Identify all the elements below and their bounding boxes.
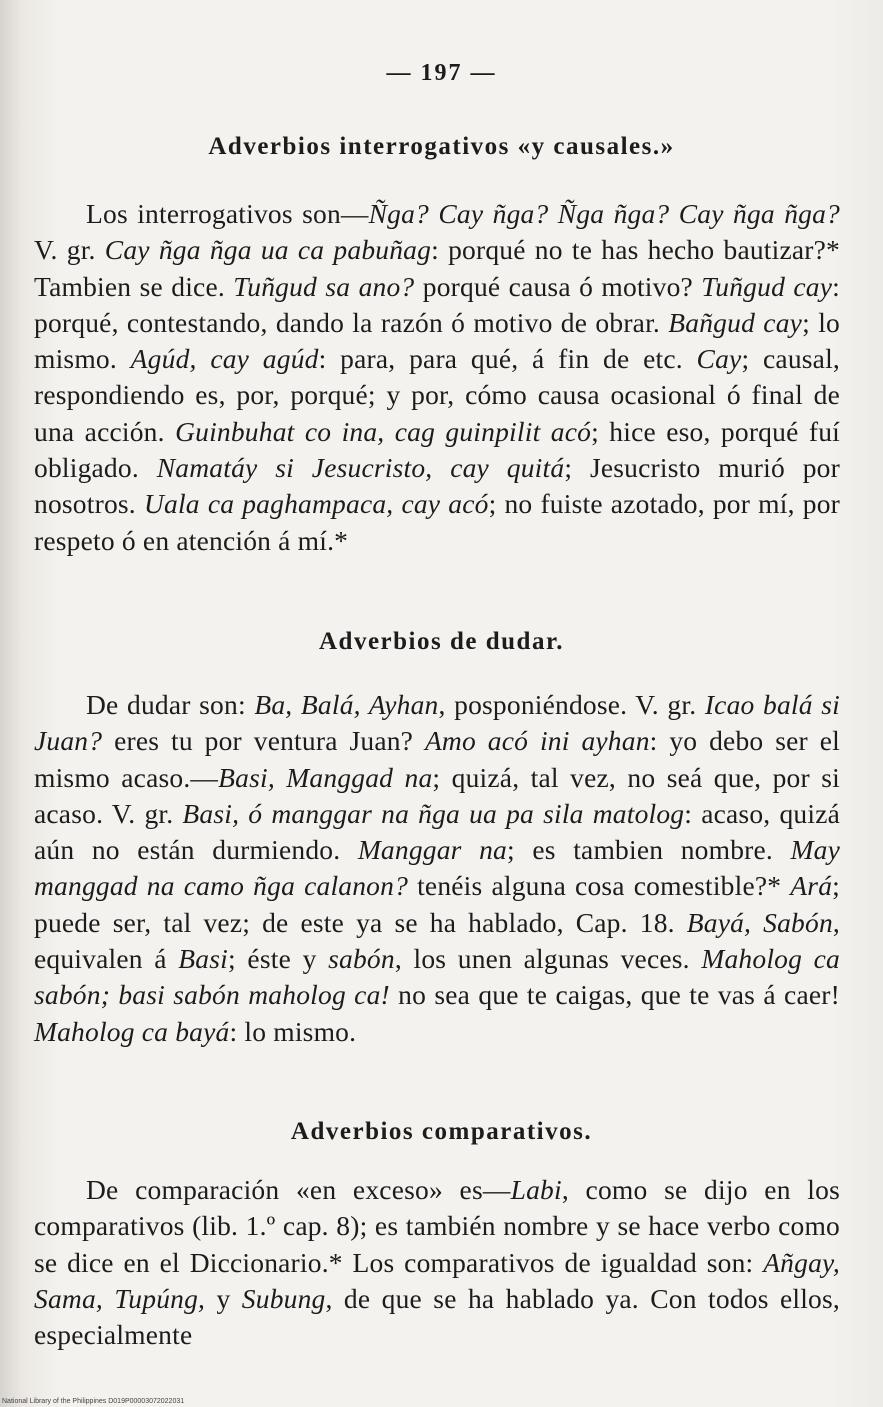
text-run: no sea que te caigas, que te vas á caer!	[389, 979, 840, 1011]
text-run: , los unen algunas veces.	[394, 943, 702, 975]
text-run: V. gr.	[34, 234, 105, 266]
italic-text-run: Bayá, Sabón	[686, 906, 833, 938]
italic-text-run: Ba, Balá, Ayhan	[254, 689, 439, 720]
text-run: porqué causa ó motivo?	[414, 270, 702, 302]
italic-text-run: Cay ñga ñga ua ca pabuñag	[104, 234, 432, 266]
italic-text-run: Amo acó ini ayhan	[424, 725, 650, 757]
library-footer: National Library of the Philippines D019P00003072022031	[2, 1398, 185, 1405]
italic-text-run: Icao balá si Juan?	[34, 689, 841, 757]
text-run: : porqué, contestando, dando la razón ó motivo de obrar.	[34, 270, 840, 338]
page-number: — 197 —	[386, 60, 497, 86]
text-run: De dudar son:	[86, 689, 255, 720]
section-heading-dudar: Adverbios de dudar.	[319, 628, 564, 655]
text-run: Los interrogativos son—	[86, 198, 369, 229]
text-run: : para, para qué, á fin de etc.	[318, 343, 697, 375]
text-run: tenéis alguna cosa comestible?*	[408, 870, 791, 902]
text-run: ; puede ser, tal vez; de este ya se ha hablado, Cap. 18.	[34, 870, 840, 938]
italic-text-run: Guinbuhat co ina, cag guinpilit acó	[175, 415, 592, 447]
text-run: y	[205, 1282, 242, 1314]
paragraph-interrogativos	[34, 196, 840, 559]
italic-text-run: May manggad na camo ñga calanon?	[34, 834, 840, 902]
text-run: De comparación «en exceso» es—	[86, 1174, 511, 1205]
italic-text-run: Basi, Manggad na	[218, 761, 433, 793]
text-run: : porqué no te has hecho bautizar?* Tambien se dice.	[34, 234, 840, 302]
text-run: ; quizá, tal vez, no seá que, por si acaso. V. gr.	[34, 761, 840, 829]
italic-text-run: Agúd, cay agúd	[130, 343, 319, 375]
text-run: : acaso, quizá aún no están durmiendo.	[34, 797, 841, 866]
text-run: : yo debo ser el mismo acaso.—	[34, 725, 840, 793]
text-run: : lo mismo.	[229, 1015, 357, 1047]
italic-text-run: Maholog ca sabón; basi sabón maholog ca!	[34, 943, 841, 1011]
italic-text-run: Basi, ó manggar na ñga ua pa sila matolog	[182, 797, 685, 829]
text-run: eres tu por ventura Juan?	[102, 725, 425, 757]
text-run: ; lo mismo.	[34, 306, 840, 375]
italic-text-run: Basi	[178, 943, 228, 975]
text-run: ; hice eso, porqué fuí obligado.	[34, 415, 840, 484]
text-run: ; no fuiste azotado, por mí, por respeto ó en atención á mí.*	[34, 488, 841, 556]
italic-text-run: Manggar na	[357, 834, 508, 866]
italic-text-run: Ñga? Cay ñga? Ñga ñga? Cay ñga ñga?	[368, 198, 840, 229]
italic-text-run: Bañgud cay	[668, 306, 803, 338]
italic-text-run: sabón	[328, 943, 395, 975]
text-run: , posponiéndose. V. gr.	[438, 689, 705, 720]
section-heading-interrogativos: Adverbios interrogativos «y causales.»	[208, 133, 675, 160]
italic-text-run: Namatáy si Jesucristo, cay quitá	[156, 452, 565, 484]
italic-text-run: Maholog ca bayá	[34, 1015, 230, 1047]
italic-text-run: Tuñgud cay	[701, 270, 833, 302]
italic-text-run: Uala ca paghampaca, cay acó	[143, 488, 489, 520]
text-run: , de que se ha hablado ya. Con todos ellos, especialmente	[34, 1282, 840, 1351]
italic-text-run: Labi	[510, 1174, 562, 1205]
text-run: ; es tambien nombre.	[507, 834, 791, 866]
text-run: ; Jesucristo murió por nosotros.	[34, 452, 840, 520]
paragraph-dudar	[34, 687, 840, 1050]
italic-text-run: Ará	[790, 870, 833, 902]
paragraph-comparativos	[34, 1172, 840, 1353]
section-heading-comparativos: Adverbios comparativos.	[290, 1118, 593, 1145]
text-run: ; éste y	[228, 943, 329, 975]
italic-text-run: Tuñgud sa ano?	[233, 270, 415, 302]
text-run: ; causal, respondiendo es, por, porqué; y por, cómo causa ocasional ó final de una acción.	[34, 343, 840, 447]
italic-text-run: Cay	[696, 343, 742, 375]
italic-text-run: Subung	[241, 1282, 326, 1314]
text-run: , como se dijo en los comparativos (lib. 1.º cap. 8); es también nombre y se hace verbo como se dice en el Diccionario.* Los comparativos de igualdad son:	[34, 1174, 840, 1278]
italic-text-run: Añgay, Sama, Tupúng,	[34, 1246, 840, 1314]
text-run: , equivalen á	[34, 906, 840, 975]
